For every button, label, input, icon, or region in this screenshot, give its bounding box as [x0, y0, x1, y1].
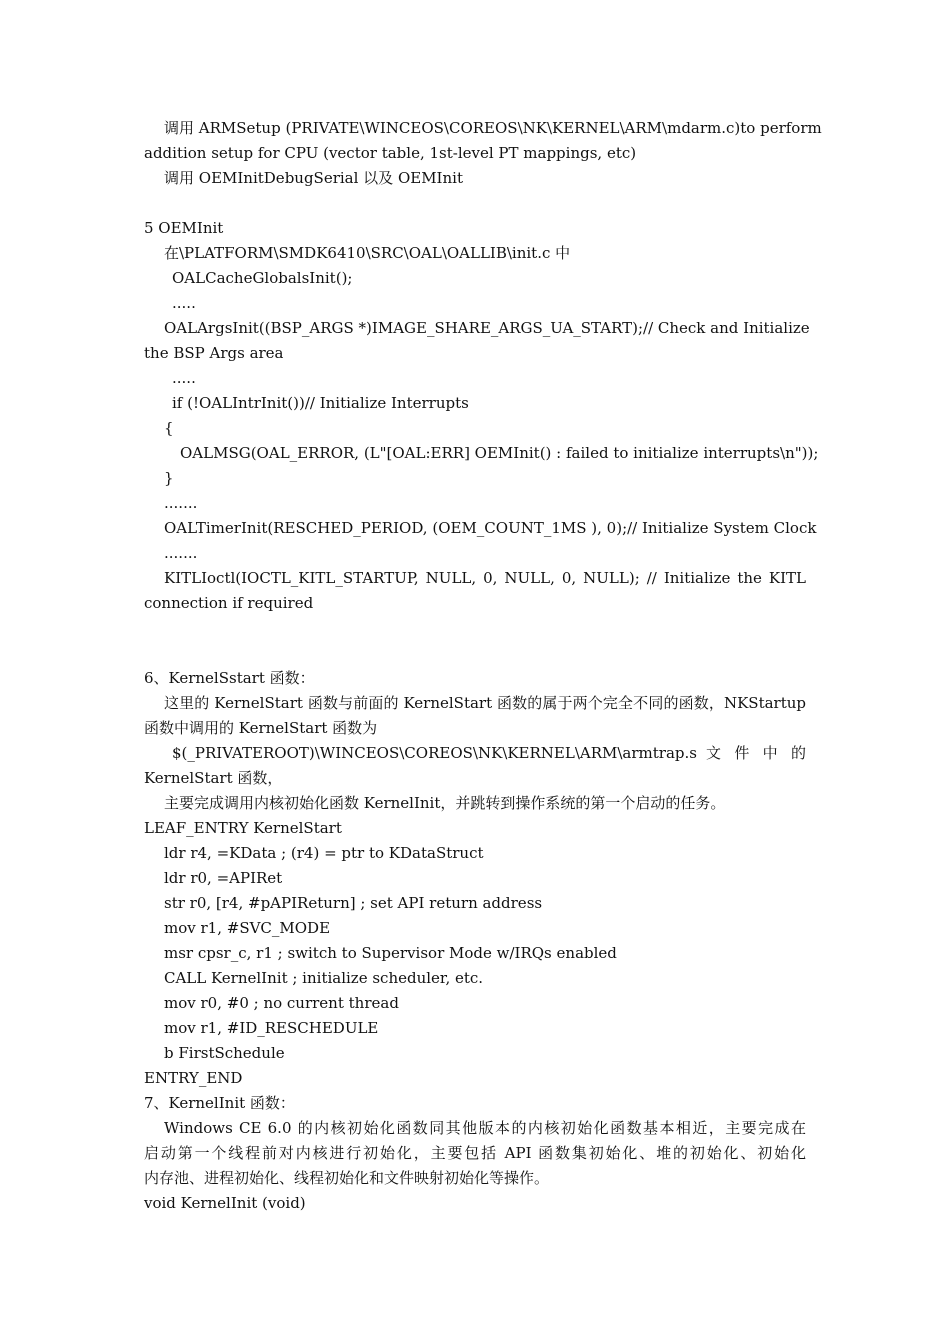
text-line: ldr r4, =KData ; (r4) = ptr to KDataStruct	[164, 844, 484, 862]
text-line: mov r1, #ID_RESCHEDULE	[164, 1019, 379, 1037]
text-line: .......	[164, 544, 198, 562]
text-line: connection if required	[144, 594, 314, 612]
text-line: OALMSG(OAL_ERROR, (L"[OAL:ERR] OEMInit() : failed to initialize interrupts\n"));	[180, 444, 819, 462]
text-line: 启动第一个线程前对内核进行初始化，主要包括 API 函数集初始化、堆的初始化、初始化	[144, 1144, 806, 1162]
text-line: .....	[172, 369, 196, 387]
text-line: LEAF_ENTRY KernelStart	[144, 819, 342, 837]
blank-line	[144, 641, 806, 666]
text-line: the BSP Args area	[144, 344, 284, 362]
text-line: .......	[164, 494, 198, 512]
text-line: 调用 ARMSetup (PRIVATE\WINCEOS\COREOS\NK\KERNEL\ARM\mdarm.c)to perform	[164, 119, 822, 137]
text-line: 内存池、进程初始化、线程初始化和文件映射初始化等操作。	[144, 1169, 550, 1187]
text-line: }	[164, 469, 174, 487]
text-line: addition setup for CPU (vector table, 1st-level PT mappings, etc)	[144, 144, 637, 162]
text-line: .....	[172, 294, 196, 312]
text-line: 在\PLATFORM\SMDK6410\SRC\OAL\OALLIB\init.c 中	[164, 244, 571, 262]
text-line: str r0, [r4, #pAPIReturn] ; set API return address	[164, 894, 543, 912]
text-line: 主要完成调用内核初始化函数 KernelInit，并跳转到操作系统的第一个启动的任务。	[164, 794, 726, 812]
text-line: OALCacheGlobalsInit();	[172, 269, 353, 287]
text-line: msr cpsr_c, r1 ; switch to Supervisor Mode w/IRQs enabled	[164, 944, 617, 962]
text-line: void KernelInit (void)	[144, 1194, 306, 1212]
text-line: 7、KernelInit 函数：	[144, 1094, 295, 1112]
text-line: ENTRY_END	[144, 1069, 243, 1087]
document-body	[144, 116, 822, 1216]
text-line: OALTimerInit(RESCHED_PERIOD, (OEM_COUNT_1MS ), 0);// Initialize System Clock	[164, 519, 817, 537]
text-line: Windows CE 6.0 的内核初始化函数同其他版本的内核初始化函数基本相近，主要完成在	[164, 1119, 806, 1137]
text-line: b FirstSchedule	[164, 1044, 285, 1062]
text-line: {	[164, 419, 174, 437]
text-line: mov r1, #SVC_MODE	[164, 919, 331, 937]
text-line: CALL KernelInit ; initialize scheduler, etc.	[164, 969, 484, 987]
blank-line	[144, 191, 806, 216]
text-line: 函数中调用的 KernelStart 函数为	[144, 719, 378, 737]
text-line: mov r0, #0 ; no current thread	[164, 994, 399, 1012]
text-line: KITLIoctl(IOCTL_KITL_STARTUP, NULL, 0, NULL, 0, NULL); // Initialize the KITL	[164, 569, 806, 587]
text-line: 调用 OEMInitDebugSerial 以及 OEMInit	[164, 169, 463, 187]
text-line: KernelStart 函数，	[144, 769, 283, 787]
text-line: OALArgsInit((BSP_ARGS *)IMAGE_SHARE_ARGS_UA_START);// Check and Initialize	[164, 319, 810, 337]
text-line: 这里的 KernelStart 函数与前面的 KernelStart 函数的属于两个完全不同的函数，NKStartup	[164, 694, 806, 712]
blank-line	[144, 616, 806, 641]
text-line: 5 OEMInit	[144, 219, 224, 237]
text-line: if (!OALIntrInit())// Initialize Interrupts	[172, 394, 469, 412]
text-line: $(_PRIVATEROOT)\WINCEOS\COREOS\NK\KERNEL\ARM\armtrap.s 文 件 中 的	[172, 744, 806, 762]
text-line: ldr r0, =APIRet	[164, 869, 283, 887]
text-line: 6、KernelSstart 函数：	[144, 669, 315, 687]
